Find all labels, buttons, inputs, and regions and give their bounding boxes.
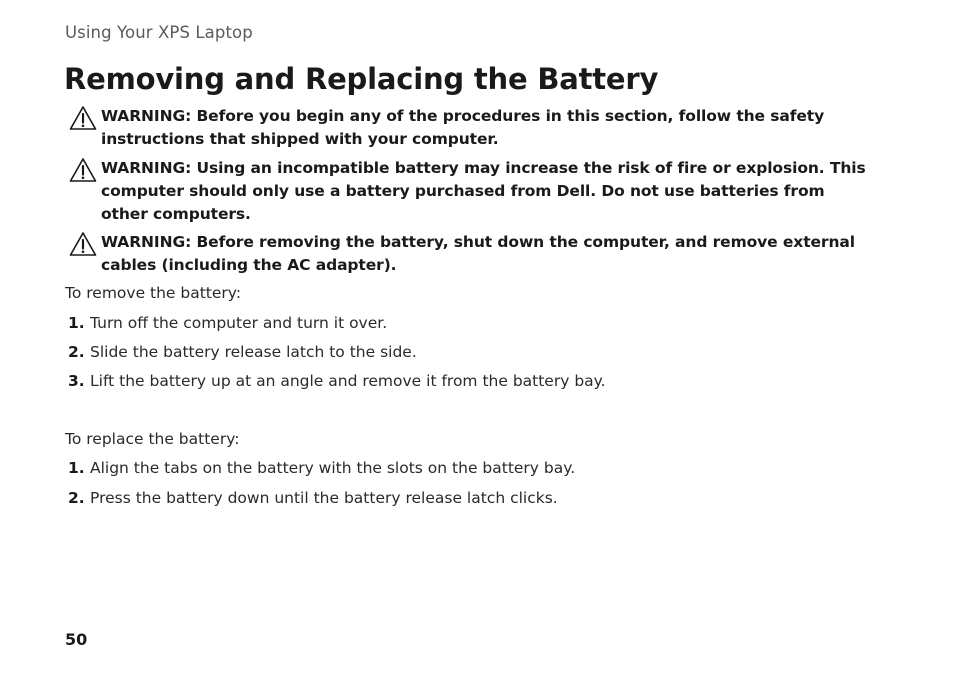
section-header: Using Your XPS Laptop	[65, 23, 253, 42]
warning-triangle-icon	[69, 231, 97, 257]
step-text: Turn off the computer and turn it over.	[90, 314, 388, 332]
step-number: 1.	[68, 459, 85, 477]
replace-step	[68, 489, 558, 507]
page-number: 50	[65, 630, 88, 649]
remove-intro: To remove the battery:	[65, 284, 242, 302]
step-text: Align the tabs on the battery with the slots on the battery bay.	[90, 459, 576, 477]
step-number: 2.	[68, 489, 85, 507]
remove-step	[68, 314, 387, 332]
page-title: Removing and Replacing the Battery	[64, 62, 659, 96]
step-text: Slide the battery release latch to the side.	[90, 343, 417, 361]
warning-triangle-icon	[69, 105, 97, 131]
replace-intro: To replace the battery:	[65, 430, 240, 448]
replace-step	[68, 459, 575, 477]
step-number: 2.	[68, 343, 85, 361]
step-text: Press the battery down until the battery release latch clicks.	[90, 489, 558, 507]
step-text: Lift the battery up at an angle and remove it from the battery bay.	[90, 372, 606, 390]
warning-text: WARNING: Before you begin any of the procedures in this section, follow the safety instructions that shipped with your computer.	[101, 107, 825, 148]
step-number: 3.	[68, 372, 85, 390]
warning-triangle-icon	[69, 157, 97, 183]
warning-text: WARNING: Before removing the battery, shut down the computer, and remove external cables (including the AC adapter).	[101, 233, 855, 274]
remove-step	[68, 372, 606, 390]
step-number: 1.	[68, 314, 85, 332]
remove-step	[68, 343, 417, 361]
warning-text: WARNING: Using an incompatible battery may increase the risk of fire or explosion. This computer should only use a battery purchased from Dell. Do not use batteries from other computers.	[101, 159, 866, 223]
